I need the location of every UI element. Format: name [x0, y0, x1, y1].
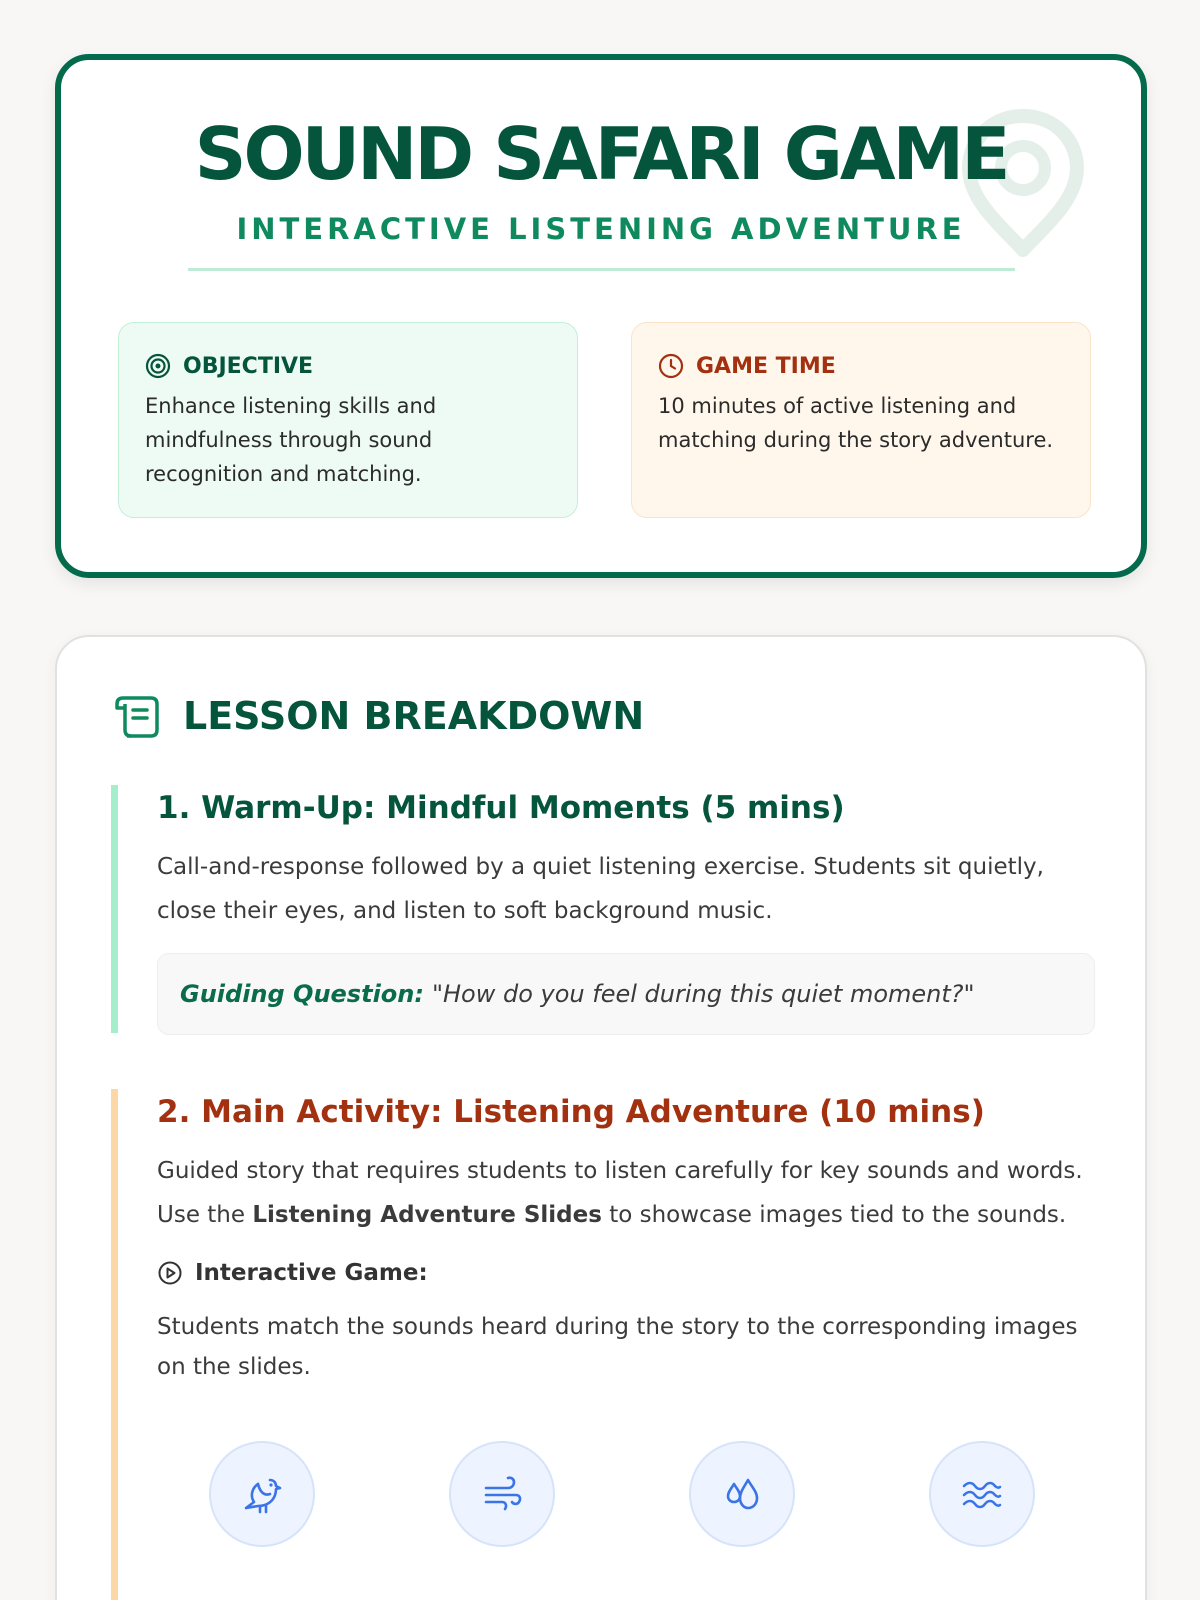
- game-time-box: [631, 322, 1091, 518]
- step-warm-up: [111, 785, 1095, 1033]
- page-title: SOUND SAFARI GAME: [194, 112, 1008, 196]
- step-title: 2. Main Activity: Listening Adventure (10 mins): [157, 1094, 985, 1130]
- step-accent-bar: [111, 785, 118, 1033]
- step-description-part: Guided story that requires students to listen carefully for key sounds and words. Use the: [157, 1158, 1083, 1228]
- play-circle-icon: [157, 1260, 183, 1286]
- step-description-part: to showcase images tied to the sounds.: [601, 1202, 1067, 1228]
- sound-card-waves[interactable]: [929, 1441, 1035, 1547]
- game-time-label: GAME TIME: [696, 353, 836, 379]
- waves-icon: [960, 1472, 1004, 1516]
- game-time-text: 10 minutes of active listening and matching during the story adventure.: [658, 394, 1054, 452]
- step-description: Call-and-response followed by a quiet listening exercise. Students sit quietly, close their eyes, and listen to soft background music.: [157, 854, 1044, 924]
- interactive-game-header: [157, 1253, 1095, 1293]
- lesson-header: [111, 691, 644, 741]
- sound-card-droplets[interactable]: [689, 1441, 795, 1547]
- slides-reference: Listening Adventure Slides: [252, 1202, 602, 1228]
- step-main-activity: [111, 1089, 1095, 1600]
- bird-icon: [240, 1472, 284, 1516]
- sound-card-bird[interactable]: [209, 1441, 315, 1547]
- sound-icons-row: [157, 1441, 1095, 1551]
- target-icon: [145, 353, 171, 379]
- wind-icon: [480, 1472, 524, 1516]
- page-subtitle: INTERACTIVE LISTENING ADVENTURE: [236, 212, 966, 246]
- guiding-question-label: Guiding Question:: [180, 980, 424, 1008]
- scroll-icon: [111, 690, 163, 742]
- guiding-question-text: "How do you feel during this quiet moment?": [431, 980, 975, 1008]
- clock-icon: [658, 353, 684, 379]
- step-accent-bar: [111, 1089, 118, 1600]
- droplets-icon: [720, 1472, 764, 1516]
- header-card: [55, 54, 1147, 578]
- objective-label: OBJECTIVE: [183, 353, 314, 379]
- title-divider: [188, 268, 1015, 271]
- objective-box: [118, 322, 578, 518]
- interactive-game-label: Interactive Game:: [195, 1260, 428, 1286]
- sound-card-wind[interactable]: [449, 1441, 555, 1547]
- step-description: [157, 1149, 1095, 1237]
- interactive-game-description: Students match the sounds heard during the story to the corresponding images on the slides.: [157, 1314, 1078, 1380]
- objective-text: Enhance listening skills and mindfulness through sound recognition and matching.: [145, 394, 437, 486]
- lesson-title: LESSON BREAKDOWN: [183, 694, 645, 738]
- lesson-card: [55, 635, 1147, 1600]
- guiding-question-box: [157, 953, 1095, 1035]
- step-title: 1. Warm-Up: Mindful Moments (5 mins): [157, 790, 845, 826]
